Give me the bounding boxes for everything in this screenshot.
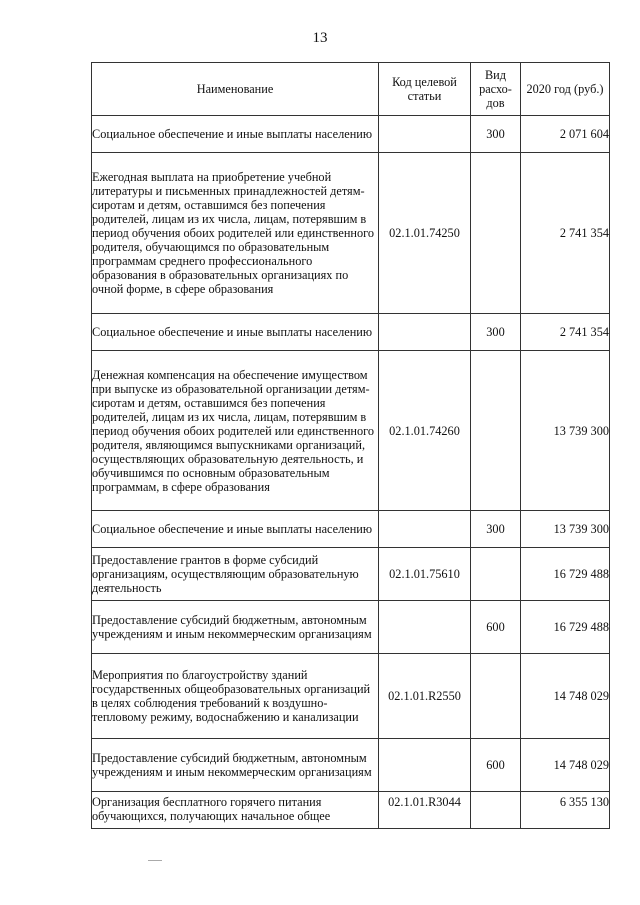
row-type [471, 654, 521, 739]
row-type [471, 792, 521, 829]
table-row [92, 351, 610, 511]
header-sum: 2020 год (руб.) [521, 63, 610, 116]
row-name: Организация бесплатного горячего питания обучающихся, получающих начальное общее [92, 792, 379, 829]
header-code: Код целевой статьи [379, 63, 471, 116]
row-name: Социальное обеспечение и иные выплаты населению [92, 116, 379, 153]
row-code [379, 314, 471, 351]
row-sum: 13 739 300 [521, 351, 610, 511]
table-row [92, 314, 610, 351]
row-code: 02.1.01.74260 [379, 351, 471, 511]
row-code [379, 511, 471, 548]
row-name: Социальное обеспечение и иные выплаты населению [92, 511, 379, 548]
row-type: 300 [471, 314, 521, 351]
row-code [379, 739, 471, 792]
table-row [92, 739, 610, 792]
table-row [92, 601, 610, 654]
row-sum: 14 748 029 [521, 654, 610, 739]
row-code [379, 601, 471, 654]
header-name: Наименование [92, 63, 379, 116]
row-sum: 14 748 029 [521, 739, 610, 792]
row-sum: 16 729 488 [521, 548, 610, 601]
table-row [92, 548, 610, 601]
row-code: 02.1.01.74250 [379, 153, 471, 314]
scan-mark [148, 860, 162, 861]
table-header-row [92, 63, 610, 116]
row-code [379, 116, 471, 153]
row-type: 600 [471, 601, 521, 654]
row-sum: 6 355 130 [521, 792, 610, 829]
header-type: Вид расхо-дов [471, 63, 521, 116]
row-code: 02.1.01.R2550 [379, 654, 471, 739]
row-code: 02.1.01.R3044 [379, 792, 471, 829]
row-type [471, 548, 521, 601]
row-sum: 2 741 354 [521, 153, 610, 314]
row-type: 300 [471, 511, 521, 548]
row-name: Предоставление грантов в форме субсидий организациям, осуществляющим образовательную деятельность [92, 548, 379, 601]
table-row [92, 792, 610, 829]
row-sum: 16 729 488 [521, 601, 610, 654]
page-number: 13 [312, 30, 328, 46]
budget-table [91, 62, 610, 829]
table-row [92, 511, 610, 548]
row-sum: 2 741 354 [521, 314, 610, 351]
row-name: Предоставление субсидий бюджетным, автономным учреждениям и иным некоммерческим организациям [92, 739, 379, 792]
row-type: 600 [471, 739, 521, 792]
row-code: 02.1.01.75610 [379, 548, 471, 601]
row-name: Денежная компенсация на обеспечение имуществом при выпуске из образовательной организации детям-сиротам и детям, оставшимся без попечения родителей, лицам из их числа, лицам, потерявшим в период обучения обоих родителей или единственного родителя, являющимся выпускниками организаций, осуществляющих образовательную деятельность, и обучившимся по основным образовательным программам, в сфере образования [92, 351, 379, 511]
row-name: Ежегодная выплата на приобретение учебной литературы и письменных принадлежностей детям-сиротам и детям, оставшимся без попечения родителей, лицам из их числа, лицам, потерявшим в период обучения обоих родителей или единственного родителя, обучающимся по образовательным программам среднего профессионального образования в образовательных организациях по очной форме, в сфере образования [92, 153, 379, 314]
table-row [92, 153, 610, 314]
row-sum: 2 071 604 [521, 116, 610, 153]
table-row [92, 654, 610, 739]
row-sum: 13 739 300 [521, 511, 610, 548]
row-name: Предоставление субсидий бюджетным, автономным учреждениям и иным некоммерческим организациям [92, 601, 379, 654]
row-type [471, 153, 521, 314]
row-type [471, 351, 521, 511]
row-name: Социальное обеспечение и иные выплаты населению [92, 314, 379, 351]
table-row [92, 116, 610, 153]
row-type: 300 [471, 116, 521, 153]
row-name: Мероприятия по благоустройству зданий государственных общеобразовательных организаций в целях соблюдения требований к воздушно-тепловому режиму, водоснабжению и канализации [92, 654, 379, 739]
